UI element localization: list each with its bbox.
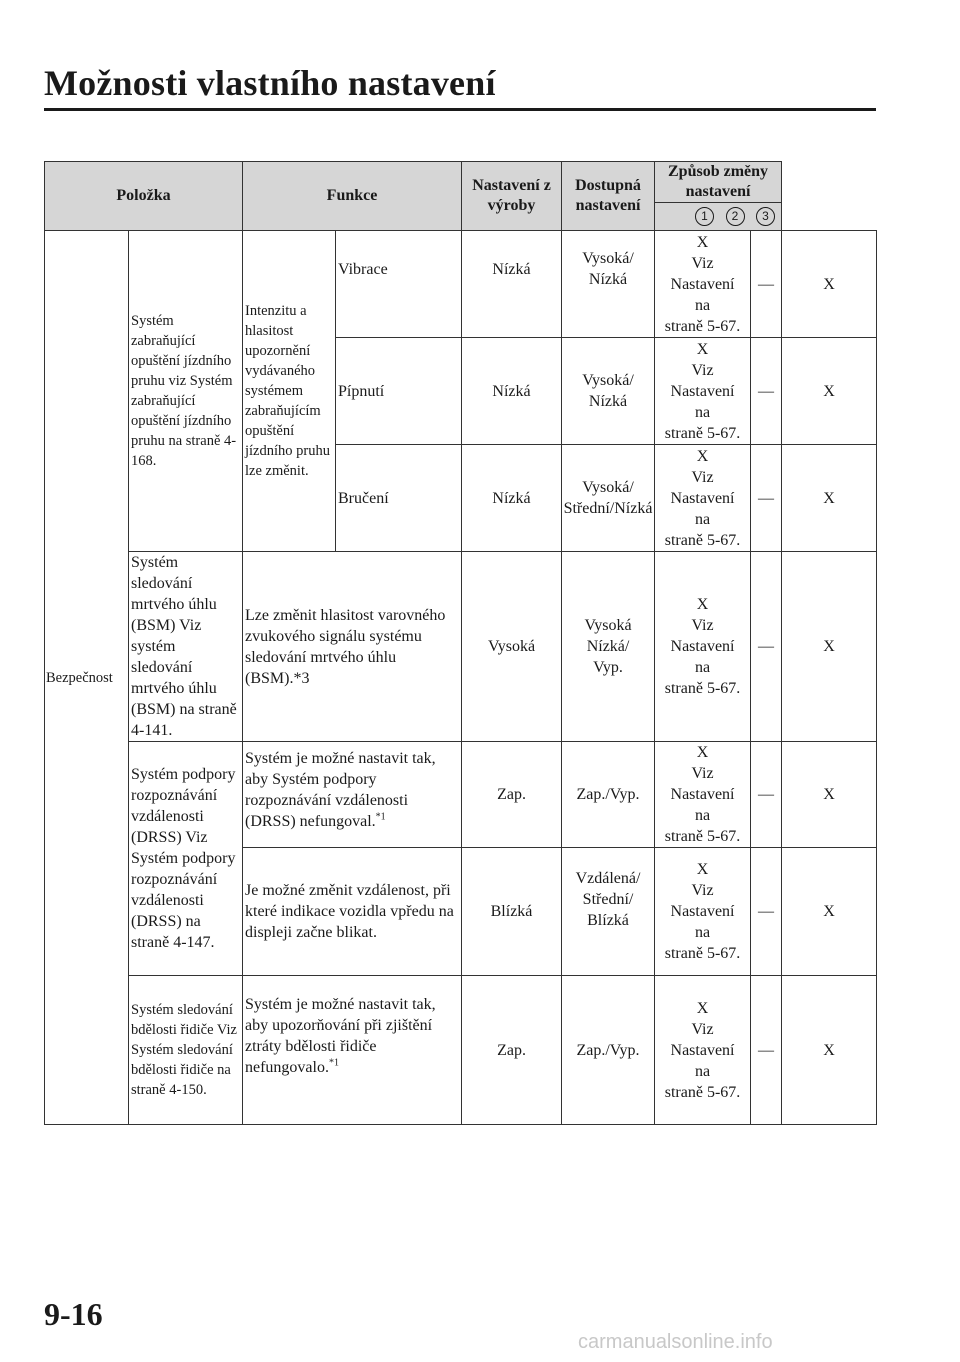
method-3-icon: 3 — [756, 207, 775, 226]
bsm-method2: — — [751, 552, 782, 742]
drss-available-2: Vzdálená/ Střední/ Blízká — [562, 848, 655, 976]
drss-method3-2: X — [782, 848, 877, 976]
drss-method2-1: — — [751, 742, 782, 848]
ldw-pipnuti-factory: Nízká — [462, 338, 562, 445]
ldw-vibrace-method2: — — [751, 231, 782, 338]
ldw-bruceni-method2: — — [751, 445, 782, 552]
ldw-vibrace-method3: X — [782, 231, 877, 338]
category-cell: Bezpečnost — [45, 231, 129, 1125]
ldw-mode-pipnuti: Pípnutí — [336, 338, 462, 445]
drss-method1-2: X Viz Nastavení na straně 5-67. — [655, 848, 751, 976]
ldw-item: Systém zabraňující opuštění jízdního pruhu viz Systém zabraňující opuštění jízdního pruhu na straně 4-168. — [129, 231, 243, 552]
drss-factory-1: Zap. — [462, 742, 562, 848]
bsm-factory: Vysoká — [462, 552, 562, 742]
drss-function-2: Je možné změnit vzdálenost, při které indikace vozidla vpředu na displeji začne blikat. — [243, 848, 462, 976]
header-methods — [655, 203, 782, 231]
header-function: Funkce — [243, 162, 462, 231]
method-1-icon: 1 — [695, 207, 714, 226]
dam-available: Zap./Vyp. — [562, 976, 655, 1125]
drss-note-1: *1 — [375, 811, 386, 823]
ldw-pipnuti-available: Vysoká/ Nízká — [562, 338, 655, 445]
drss-function-1-text: Systém je možné nastavit tak, aby Systém podpory rozpoznávání vzdálenosti (DRSS) nefungoval. — [245, 749, 436, 830]
drss-available-1: Zap./Vyp. — [562, 742, 655, 848]
drss-factory-2: Blízká — [462, 848, 562, 976]
drss-function-1 — [243, 742, 462, 848]
ldw-bruceni-method3: X — [782, 445, 877, 552]
bsm-item: Systém sledování mrtvého úhlu (BSM) Viz systém sledování mrtvého úhlu (BSM) na straně 4-141. — [129, 552, 243, 742]
dam-method3: X — [782, 976, 877, 1125]
ldw-pipnuti-method1: X Viz Nastavení na straně 5-67. — [655, 338, 751, 445]
drss-method1-1: X Viz Nastavení na straně 5-67. — [655, 742, 751, 848]
drss-item: Systém podpory rozpoznávání vzdálenosti (DRSS) Viz Systém podpory rozpoznávání vzdálenosti (DRSS) na straně 4-147. — [129, 742, 243, 976]
dam-factory: Zap. — [462, 976, 562, 1125]
ldw-vibrace-available: Vysoká/ Nízká — [562, 231, 655, 338]
header-item: Položka — [45, 162, 243, 231]
bsm-function: Lze změnit hlasitost varovného zvukového signálu systému sledování mrtvého úhlu (BSM).*3 — [243, 552, 462, 742]
ldw-bruceni-factory: Nízká — [462, 445, 562, 552]
bsm-method3: X — [782, 552, 877, 742]
ldw-bruceni-available: Vysoká/ Střední/Nízká — [562, 445, 655, 552]
dam-function-text: Systém je možné nastavit tak, aby upozorňování při zjištění ztráty bdělosti řidiče nefungovalo. — [245, 996, 436, 1076]
ldw-pipnuti-method3: X — [782, 338, 877, 445]
drss-method3-1: X — [782, 742, 877, 848]
dam-note: *1 — [328, 1057, 339, 1069]
settings-table — [44, 161, 877, 1125]
page-title: Možnosti vlastního nastavení — [44, 63, 496, 103]
ldw-bruceni-method1: X Viz Nastavení na straně 5-67. — [655, 445, 751, 552]
watermark: carmanualsonline.info — [578, 1331, 773, 1353]
dam-item: Systém sledování bdělosti řidiče Viz Systém sledování bdělosti řidiče na straně 4-150. — [129, 976, 243, 1125]
bsm-method1: X Viz Nastavení na straně 5-67. — [655, 552, 751, 742]
ldw-pipnuti-method2: — — [751, 338, 782, 445]
header-change-method: Způsob změny nastavení — [655, 162, 782, 203]
header-available: Dostupná nastavení — [562, 162, 655, 231]
title-rule — [44, 108, 876, 111]
method-2-icon: 2 — [726, 207, 745, 226]
ldw-function: Intenzitu a hlasitost upozornění vydávaného systémem zabraňujícím opuštění jízdního pruhu lze změnit. — [243, 231, 336, 552]
ldw-mode-bruceni: Bručení — [336, 445, 462, 552]
dam-method2: — — [751, 976, 782, 1125]
bsm-available: Vysoká Nízká/ Vyp. — [562, 552, 655, 742]
ldw-vibrace-method1: X Viz Nastavení na straně 5-67. — [655, 231, 751, 338]
dam-method1: X Viz Nastavení na straně 5-67. — [655, 976, 751, 1125]
dam-function — [243, 976, 462, 1125]
header-factory: Nastavení z výroby — [462, 162, 562, 231]
ldw-mode-vibrace: Vibrace — [336, 231, 462, 338]
drss-method2-2: — — [751, 848, 782, 976]
ldw-vibrace-factory: Nízká — [462, 231, 562, 338]
page-number: 9-16 — [44, 1296, 103, 1332]
